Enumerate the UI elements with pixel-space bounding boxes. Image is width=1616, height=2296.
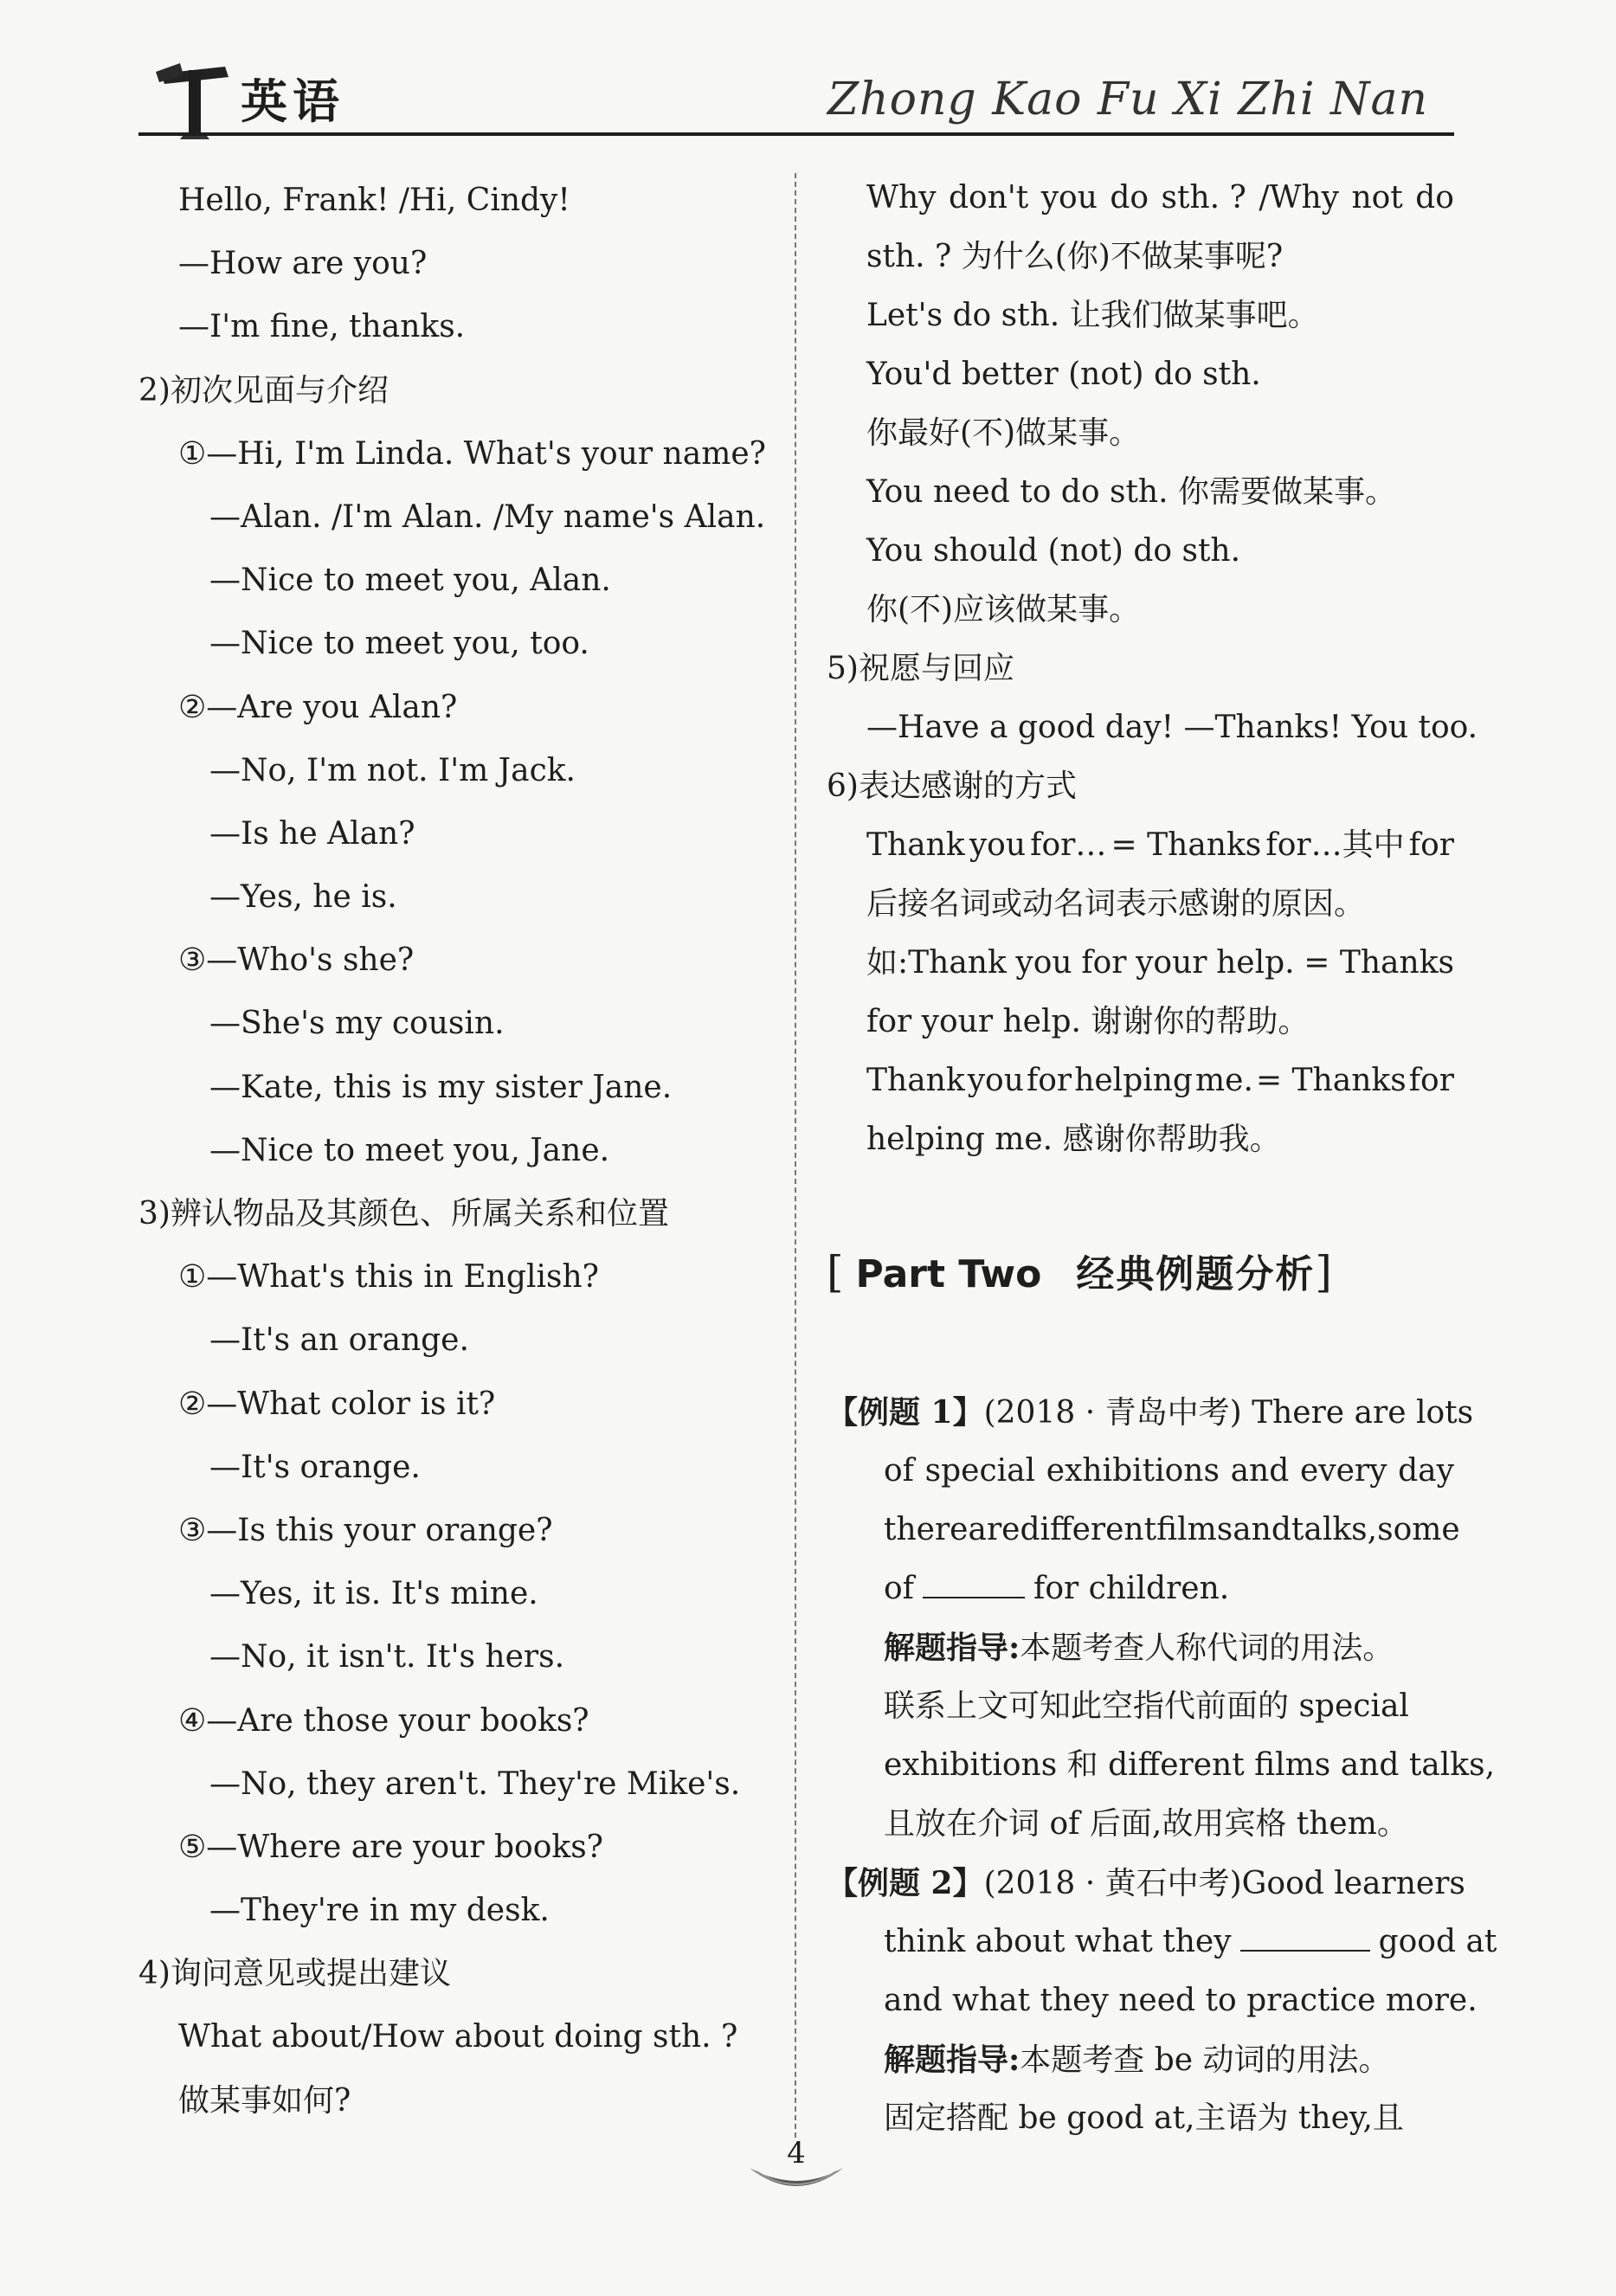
text-line: for your help. 谢谢你的帮助。: [866, 1004, 1310, 1039]
left-column: [138, 169, 766, 2132]
word: you: [1015, 945, 1072, 981]
text-line: —Nice to meet you, Jane.: [209, 1132, 610, 1168]
word: Thank: [866, 1063, 965, 1098]
header-rule: [138, 132, 1454, 136]
text-line: [827, 1560, 1454, 1618]
text-line: 固定搭配 be good at,主语为 they,且: [884, 2100, 1404, 2136]
text-line: —No, it isn't. It's hers.: [209, 1639, 565, 1675]
word: are: [968, 1512, 1020, 1547]
text-line: 且放在介词 of 后面,故用宾格 them。: [884, 1806, 1408, 1842]
text-line: —They're in my desk.: [209, 1893, 550, 1929]
word: some: [1377, 1512, 1460, 1547]
text-line: You should (not) do sth.: [866, 533, 1241, 569]
text-line: —Kate, this is my sister Jane.: [209, 1069, 673, 1105]
text-line: [827, 934, 1454, 993]
answer-blank: [923, 1567, 1025, 1598]
guide-text: 本题考查人称代词的用法。: [1020, 1630, 1394, 1666]
word: do: [1110, 180, 1149, 215]
word: of: [884, 1571, 914, 1606]
section-heading: 6)表达感谢的方式: [827, 769, 1077, 804]
text-line: Hello, Frank! /Hi, Cindy!: [178, 183, 570, 218]
text-line: [827, 169, 1454, 228]
word: for: [1081, 945, 1127, 981]
word: not: [1351, 180, 1403, 215]
text-line: —Is he Alan?: [209, 815, 415, 852]
word: for children.: [1033, 1571, 1230, 1606]
subject-title: 英语: [241, 74, 344, 129]
text-line: ①—Hi, I'm Linda. What's your name?: [178, 435, 766, 472]
text-line: —No, they aren't. They're Mike's.: [209, 1765, 741, 1802]
section-heading: 2)初次见面与介绍: [138, 372, 389, 408]
text-line: —Nice to meet you, too.: [209, 626, 589, 662]
word: for…: [1030, 827, 1107, 863]
text-line: —Alan. /I'm Alan. /My name's Alan.: [209, 498, 766, 535]
text-line: and what they need to practice more.: [884, 1983, 1478, 2018]
text-line: You'd better (not) do sth.: [866, 357, 1261, 392]
part-two-title-en: Part Two: [855, 1252, 1042, 1296]
example-source: (2018 · 青岛中考): [983, 1395, 1242, 1431]
text-line: —It's an orange.: [209, 1322, 469, 1359]
text-line: —It's orange.: [209, 1449, 421, 1485]
text-line: 联系上文可知此空指代前面的 special: [884, 1688, 1409, 1724]
text-line: [827, 1913, 1497, 1971]
text-line: —Have a good day! —Thanks! You too.: [866, 710, 1478, 745]
guide-line: [827, 2030, 1454, 2089]
word: = Thanks: [1255, 1063, 1407, 1098]
guide-text: 本题考查 be 动词的用法。: [1020, 2042, 1390, 2078]
text-line: [827, 816, 1454, 875]
example-1-heading: [827, 1383, 1474, 1442]
text-line: 你最好(不)做某事。: [866, 415, 1141, 451]
word: think about what they: [884, 1924, 1232, 1959]
text-line: ①—What's this in English?: [178, 1259, 599, 1296]
word: exhibitions: [1046, 1453, 1220, 1489]
word: every: [1299, 1453, 1387, 1489]
word: and: [1230, 1453, 1290, 1489]
word: you: [1040, 180, 1098, 215]
text-line: —Yes, he is.: [209, 879, 397, 916]
example-label: 【例题 2】: [827, 1865, 984, 1901]
text-line: —No, I'm not. I'm Jack.: [209, 752, 576, 788]
series-title: Zhong Kao Fu Xi Zhi Nan: [827, 74, 1428, 125]
text-line: —Nice to meet you, Alan.: [209, 563, 611, 599]
word: for…其中: [1265, 827, 1405, 863]
text-line: ③—Is this your orange?: [178, 1512, 553, 1548]
word: help.: [1216, 945, 1295, 981]
text-line: —Yes, it is. It's mine.: [209, 1576, 538, 1612]
word: you: [969, 827, 1027, 863]
swoosh-ornament-icon: [744, 2159, 848, 2203]
word: day: [1398, 1453, 1454, 1489]
word: don't: [948, 180, 1029, 215]
page-header: [138, 48, 1454, 143]
word: sth. ?: [1161, 180, 1246, 215]
example-2-heading: [827, 1854, 1465, 1913]
word: films: [1156, 1512, 1233, 1547]
text-line: You need to do sth. 你需要做某事。: [866, 474, 1396, 510]
example-text: There are lots: [1252, 1395, 1474, 1431]
page-number: 4: [787, 2136, 806, 2171]
part-two-heading: [827, 1238, 1332, 1307]
text-line: sth. ? 为什么(你)不做某事呢?: [866, 239, 1284, 274]
part-two-title-cn: 经典例题分析: [1076, 1252, 1316, 1296]
word: helping: [1074, 1063, 1193, 1098]
text-line: —She's my cousin.: [209, 1006, 505, 1042]
example-source: (2018 · 黄石中考): [983, 1866, 1242, 1901]
word: for: [1408, 1063, 1454, 1098]
text-line: [827, 1501, 1460, 1560]
section-heading: 5)祝愿与回应: [827, 651, 1014, 686]
word: of: [884, 1453, 914, 1489]
word: me.: [1195, 1063, 1253, 1098]
word: you: [967, 1063, 1024, 1098]
word: Thank: [866, 827, 965, 863]
guide-label: 解题指导:: [884, 1630, 1020, 1666]
word: special: [924, 1453, 1036, 1489]
text-line: Let's do sth. 让我们做某事吧。: [866, 298, 1319, 333]
examples-section: [827, 1383, 1497, 2148]
page-footer: [744, 2133, 848, 2211]
bracket-close: ]: [1315, 1247, 1332, 1297]
example-text: Good learners: [1241, 1866, 1465, 1901]
text-line: 后接名词或动名词表示感谢的原因。: [866, 886, 1366, 922]
word: /Why: [1259, 180, 1339, 215]
text-line: —I'm fine, thanks.: [178, 309, 466, 345]
word: for: [1026, 1063, 1072, 1098]
section-heading: 3)辨认物品及其颜色、所属关系和位置: [138, 1196, 669, 1232]
word: do: [1415, 180, 1454, 215]
word: your: [1136, 945, 1207, 981]
text-line: —How are you?: [178, 246, 428, 282]
word: = Thanks: [1111, 827, 1262, 863]
signpost-logo-icon: [154, 55, 234, 141]
text-line: 你(不)应该做某事。: [866, 592, 1141, 627]
text-line: exhibitions 和 different films and talks,: [884, 1747, 1496, 1783]
word: and: [1233, 1512, 1291, 1547]
column-divider: [795, 173, 796, 2138]
example-label: 【例题 1】: [827, 1394, 984, 1431]
answer-blank: [1240, 1920, 1370, 1952]
text-line: ④—Are those your books?: [178, 1702, 589, 1739]
word: 如:Thank: [866, 945, 1007, 981]
text-line: [827, 1442, 1454, 1501]
guide-label: 解题指导:: [884, 2042, 1020, 2078]
text-line: [827, 1052, 1454, 1110]
word: talks,: [1291, 1512, 1378, 1547]
text-line: ⑤—Where are your books?: [178, 1829, 603, 1865]
word: different: [1020, 1512, 1157, 1547]
right-column: [827, 169, 1497, 2136]
guide-line: [827, 1618, 1454, 1677]
bracket-open: [: [827, 1247, 844, 1297]
section-heading: 4)询问意见或提出建议: [138, 1956, 451, 1992]
word: good at: [1378, 1924, 1497, 1959]
text-line: 做某事如何?: [178, 2082, 351, 2119]
word: for: [1408, 827, 1454, 863]
text-line: ②—Are you Alan?: [178, 689, 458, 725]
text-line: ③—Who's she?: [178, 942, 415, 979]
word: = Thanks: [1304, 945, 1454, 981]
text-line: What about/How about doing sth. ?: [178, 2019, 738, 2055]
word: Why: [866, 180, 937, 215]
text-line: ②—What color is it?: [178, 1386, 496, 1422]
text-line: helping me. 感谢你帮助我。: [866, 1122, 1281, 1157]
word: there: [884, 1512, 969, 1547]
